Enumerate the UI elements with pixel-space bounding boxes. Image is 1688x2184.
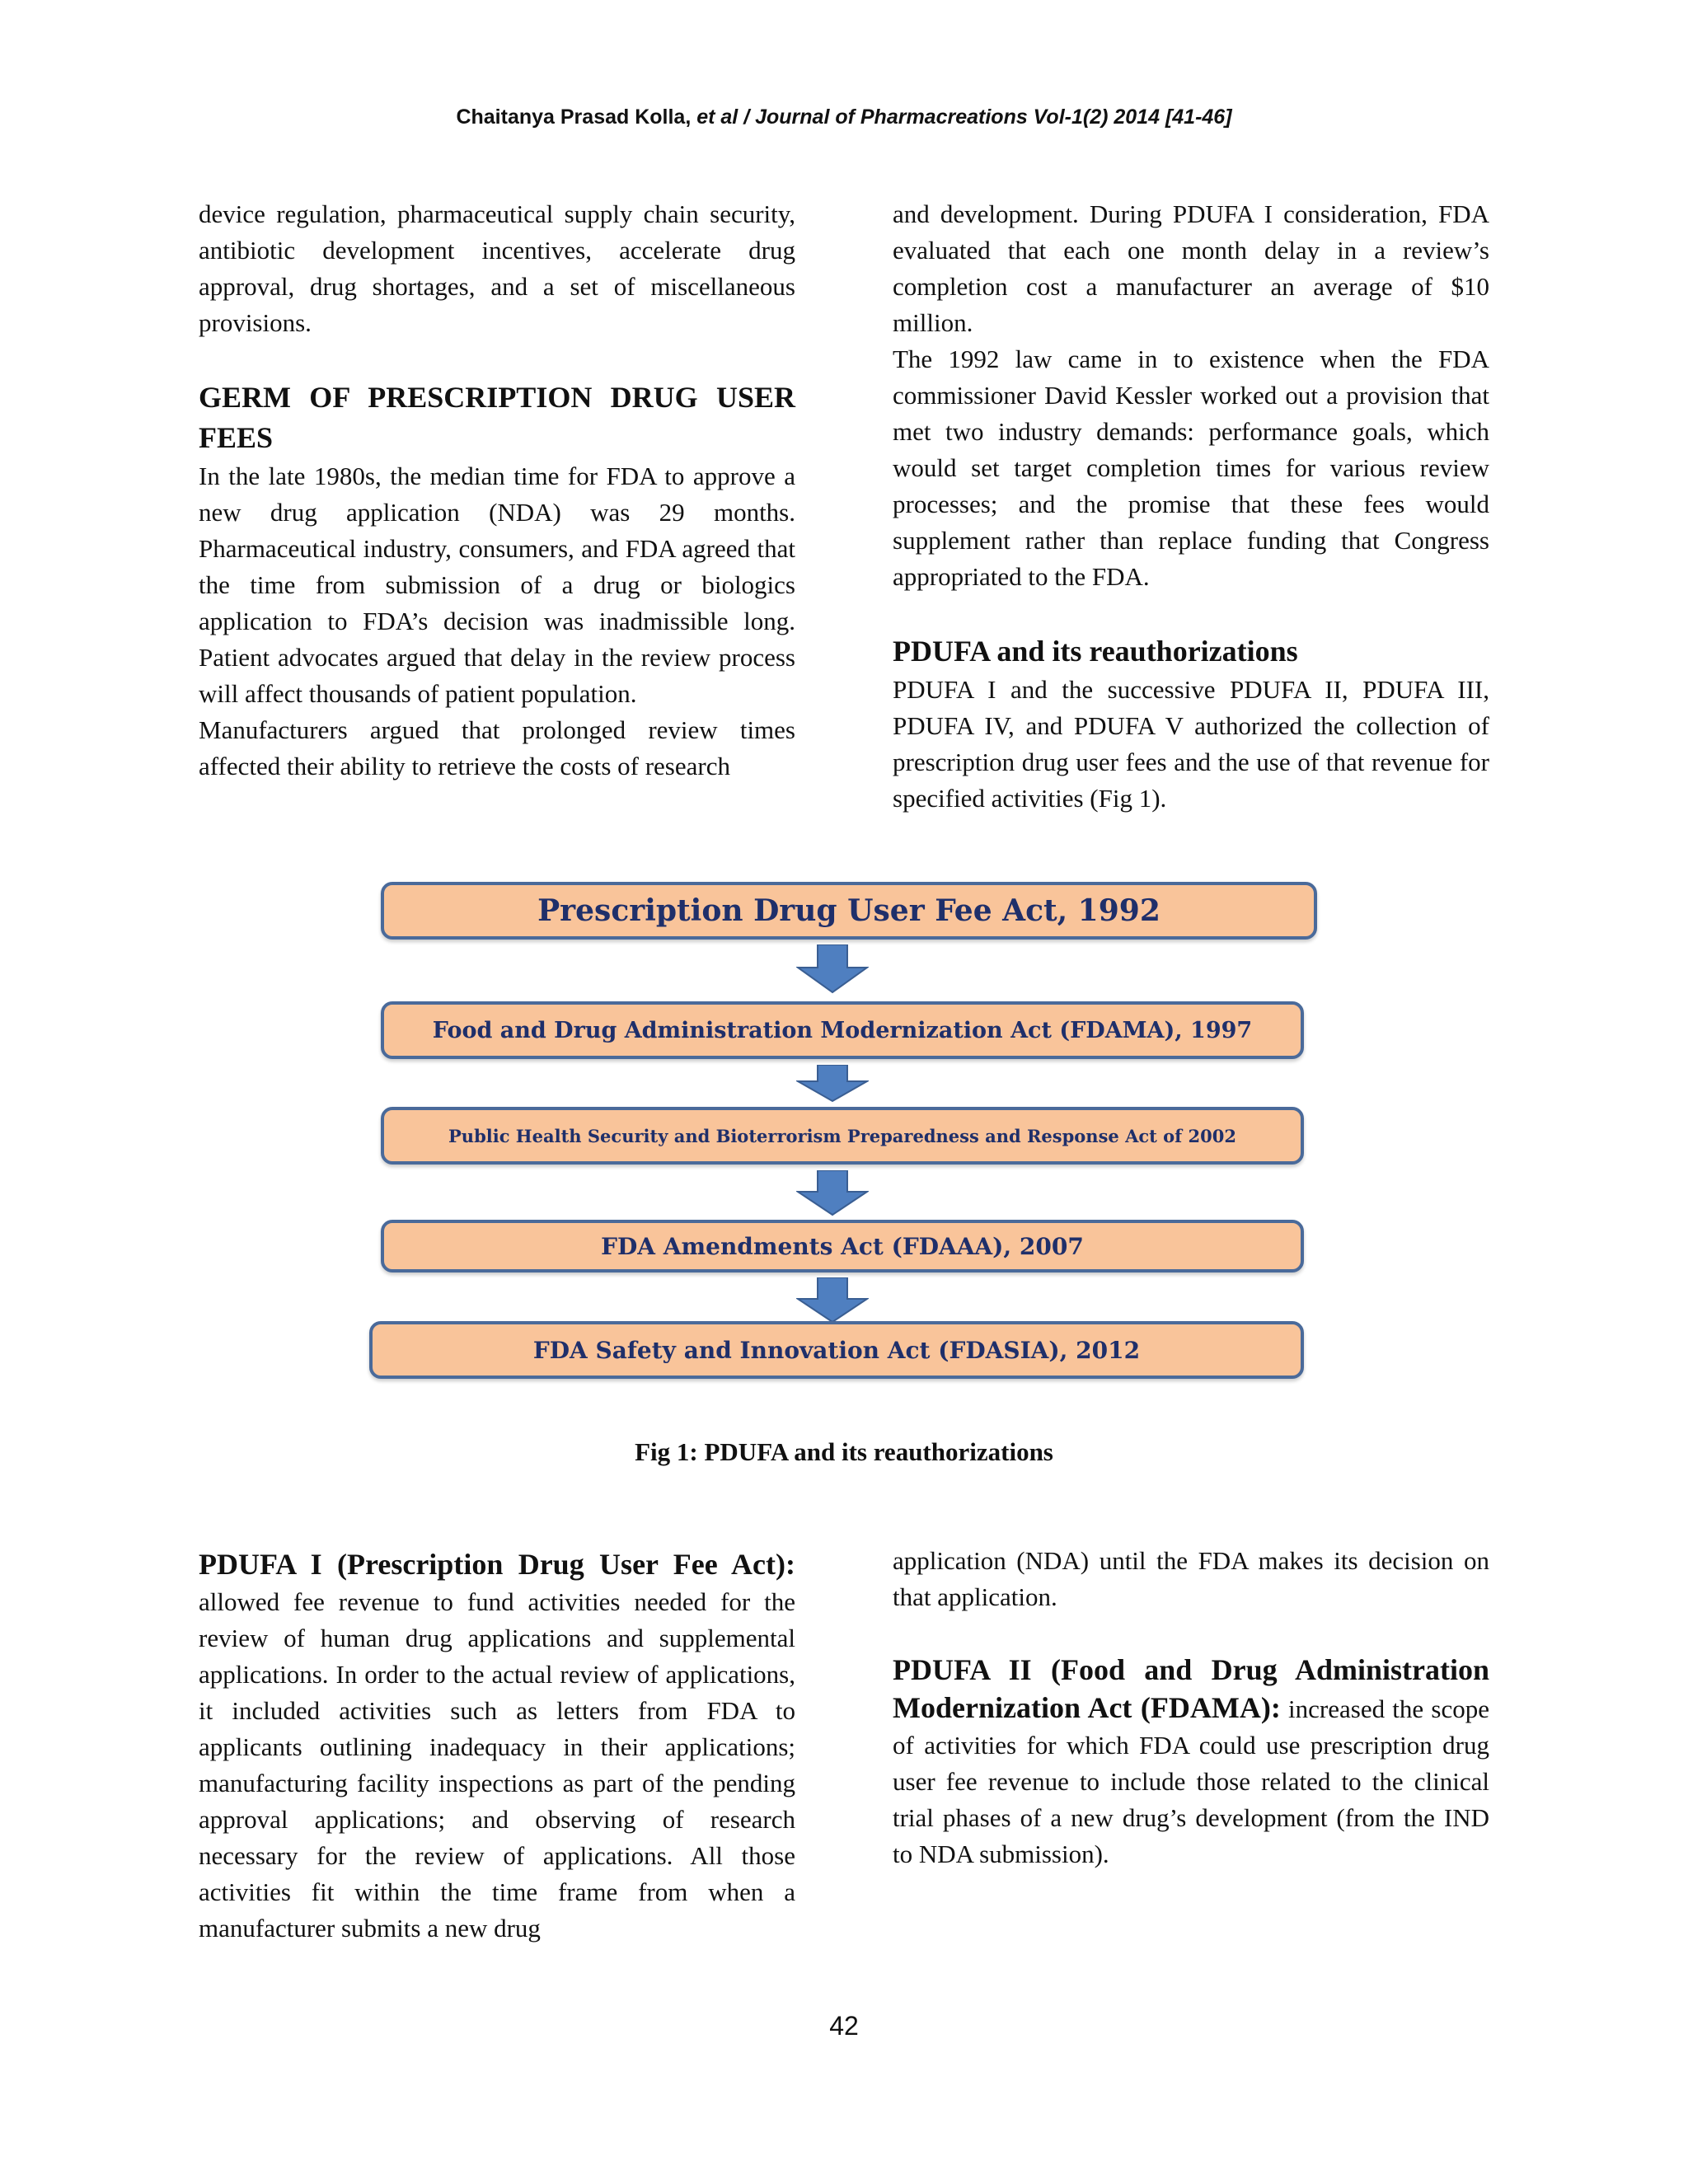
- flow-box-fdama-1997: Food and Drug Administration Modernization Act (FDAMA), 1997: [381, 1001, 1304, 1059]
- header-journal: et al / Journal of Pharmacreations Vol-1(2) 2014 [41-46]: [691, 105, 1232, 129]
- flow-box-pdufa-1992: Prescription Drug User Fee Act, 1992: [381, 882, 1317, 940]
- down-arrow-icon: [796, 944, 869, 994]
- top-left-column: [199, 196, 795, 785]
- intro-paragraph: device regulation, pharmaceutical supply chain security, antibiotic development incentives, accelerate drug approval, drug shortages, and a set of miscellaneous provisions.: [199, 199, 795, 337]
- header-author: Chaitanya Prasad Kolla,: [456, 105, 692, 129]
- law-paragraph: The 1992 law came in to existence when the FDA commissioner David Kessler worked out a provision that met two industry demands: performance goals, which would set target completion times for various review processes; and the promise that these fees would supplement rather than replace funding that Congress appropriated to the FDA.: [893, 344, 1489, 591]
- page-number: 42: [829, 2011, 859, 2041]
- pdufa-1-text: allowed fee revenue to fund activities needed for the review of human drug applications and supplemental applications. In order to the actual review of applications, it included activities such as letters from FDA to applicants outlining inadequacy in their applications; manufacturing facility inspections as part of the pending approval applications; and observing of research necessary for the review of applications. All those activities fit within the time frame from when a manufacturer submits a new drug: [199, 1587, 795, 1943]
- figure-caption: Fig 1: PDUFA and its reauthorizations: [635, 1437, 1053, 1466]
- flow-box-bioterrorism-2002: Public Health Security and Bioterrorism Preparedness and Response Act of 2002: [381, 1107, 1304, 1165]
- pdufa-1-paragraph: [199, 1546, 795, 1947]
- top-right-column: [893, 196, 1489, 817]
- pdufa-flowchart: [346, 865, 1343, 1393]
- pdufa-2-paragraph: [893, 1652, 1489, 1872]
- pdufa-2-text: increased the scope of activities for which FDA could use prescription drug user fee revenue to include those related to the clinical trial phases of a new drug’s development (from the IND to NDA submission).: [893, 1694, 1489, 1868]
- flow-box-fdasia-2012: FDA Safety and Innovation Act (FDASIA), 2012: [369, 1321, 1304, 1379]
- flow-box-fdaaa-2007: FDA Amendments Act (FDAAA), 2007: [381, 1220, 1304, 1272]
- pdufa-2-lead: PDUFA II (Food and Drug Administration Modernization Act (FDAMA):: [893, 1653, 1489, 1724]
- running-header: [0, 105, 1688, 129]
- down-arrow-icon: [796, 1277, 869, 1324]
- reauthorizations-paragraph: PDUFA I and the successive PDUFA II, PDUFA III, PDUFA IV, and PDUFA V authorized the collection of prescription drug user fees and the use of that revenue for specified activities (Fig 1).: [893, 675, 1489, 813]
- cost-paragraph: and development. During PDUFA I consideration, FDA evaluated that each one month delay in a review’s completion cost a manufacturer an average of $10 million.: [893, 199, 1489, 337]
- germ-paragraph-1: In the late 1980s, the median time for FDA to approve a new drug application (NDA) was 29 months. Pharmaceutical industry, consumers, and FDA agreed that the time from submission of a drug or biologics application to FDA’s decision was inadmissible long. Patient advocates argued that delay in the review process will affect thousands of patient population.: [199, 462, 795, 708]
- germ-paragraph-2: Manufacturers argued that prolonged review times affected their ability to retrieve the costs of research: [199, 715, 795, 780]
- down-arrow-icon: [796, 1170, 869, 1216]
- pdufa-1-lead: PDUFA I (Prescription Drug User Fee Act):: [199, 1548, 795, 1581]
- bottom-left-column: [199, 1546, 795, 1947]
- bottom-right-column: [893, 1543, 1489, 1872]
- reauthorizations-heading: PDUFA and its reauthorizations: [893, 635, 1298, 668]
- down-arrow-icon: [796, 1065, 869, 1103]
- germ-heading: GERM OF PRESCRIPTION DRUG USER FEES: [199, 381, 795, 454]
- nda-paragraph: application (NDA) until the FDA makes its decision on that application.: [893, 1546, 1489, 1611]
